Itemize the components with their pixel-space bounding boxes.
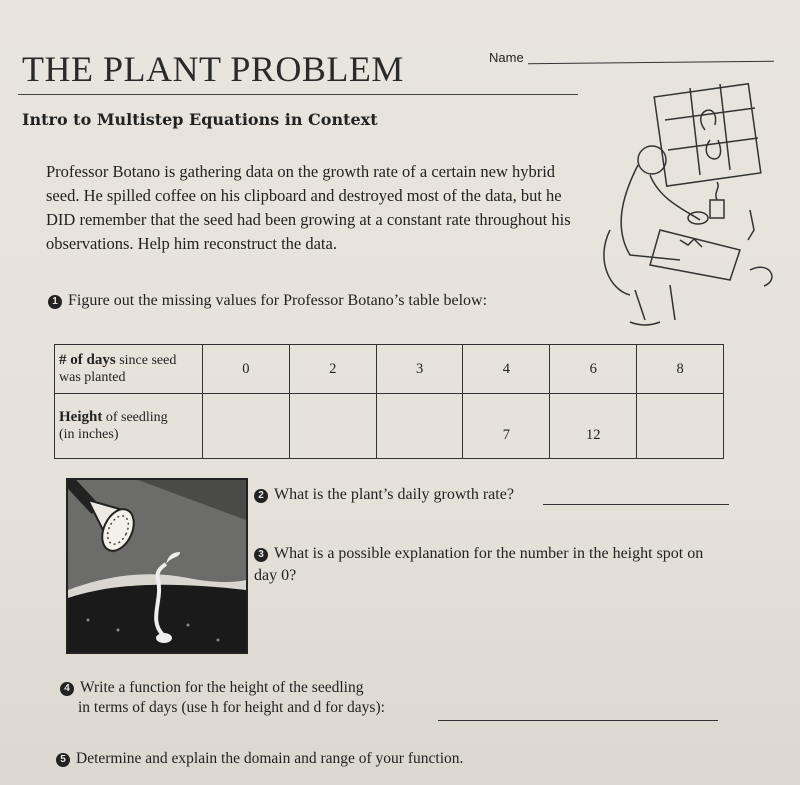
question-number-3: 3 [254,548,268,562]
name-blank-line[interactable] [528,61,774,65]
question-number-2: 2 [254,489,268,503]
answer-line-2[interactable] [543,504,729,505]
question-1-text: Figure out the missing values for Professor Botano’s table below: [68,292,488,309]
page-subtitle: Intro to Multistep Equations in Context [22,110,378,129]
table-cell-height[interactable]: 7 [463,394,550,459]
answer-line-4[interactable] [438,720,718,721]
height-row [55,394,724,459]
table-cell-height[interactable] [637,394,724,459]
table-cell-height[interactable]: 12 [550,394,637,459]
table-cell-day: 6 [550,345,637,394]
name-label: Name [489,50,524,65]
table-cell-height[interactable] [376,394,463,459]
height-label-rest: of seedling [102,410,168,425]
question-4-line-1: Write a function for the height of the seedling [80,679,364,696]
table-cell-day: 3 [376,345,463,394]
question-1 [48,290,487,312]
question-4 [60,678,430,718]
question-5-text: Determine and explain the domain and range of your function. [76,750,464,767]
question-5 [56,748,463,770]
question-3-text: What is a possible explanation for the number in the height spot on day 0? [254,545,704,584]
intro-paragraph: Professor Botano is gathering data on the growth rate of a certain new hybrid seed. He spilled coffee on his clipboard and destroyed most of the data, but he DID remember that the seed had been growing at a constant rate throughout his observations. Help him reconstruct the data. [46,162,571,253]
days-row-header [55,345,203,394]
professor-illustration [590,80,780,330]
height-row-header [55,394,203,459]
days-label-bold: # of days [59,352,116,368]
table-cell-height[interactable] [203,394,290,459]
table-cell-day: 2 [289,345,376,394]
question-2 [254,484,514,506]
table-cell-day: 0 [203,345,290,394]
days-row [55,345,724,394]
table-cell-day: 4 [463,345,550,394]
page-title: THE PLANT PROBLEM [22,49,404,89]
table-cell-day: 8 [637,345,724,394]
title-divider [18,94,578,95]
question-3 [254,543,724,587]
question-number-4: 4 [60,682,74,696]
question-2-text: What is the plant’s daily growth rate? [274,486,514,503]
question-4-line-2: in terms of days (use h for height and d for days): [78,699,385,716]
watering-can-icon [68,480,246,652]
growth-table [54,344,724,459]
days-label-rest: since seed was planted [59,353,177,385]
height-label-bold: Height [59,409,103,425]
question-number-1: 1 [48,295,62,309]
seedling-illustration [66,478,248,654]
question-number-5: 5 [56,753,70,767]
table-cell-height[interactable] [289,394,376,459]
height-label-sub: (in inches) [59,427,119,442]
